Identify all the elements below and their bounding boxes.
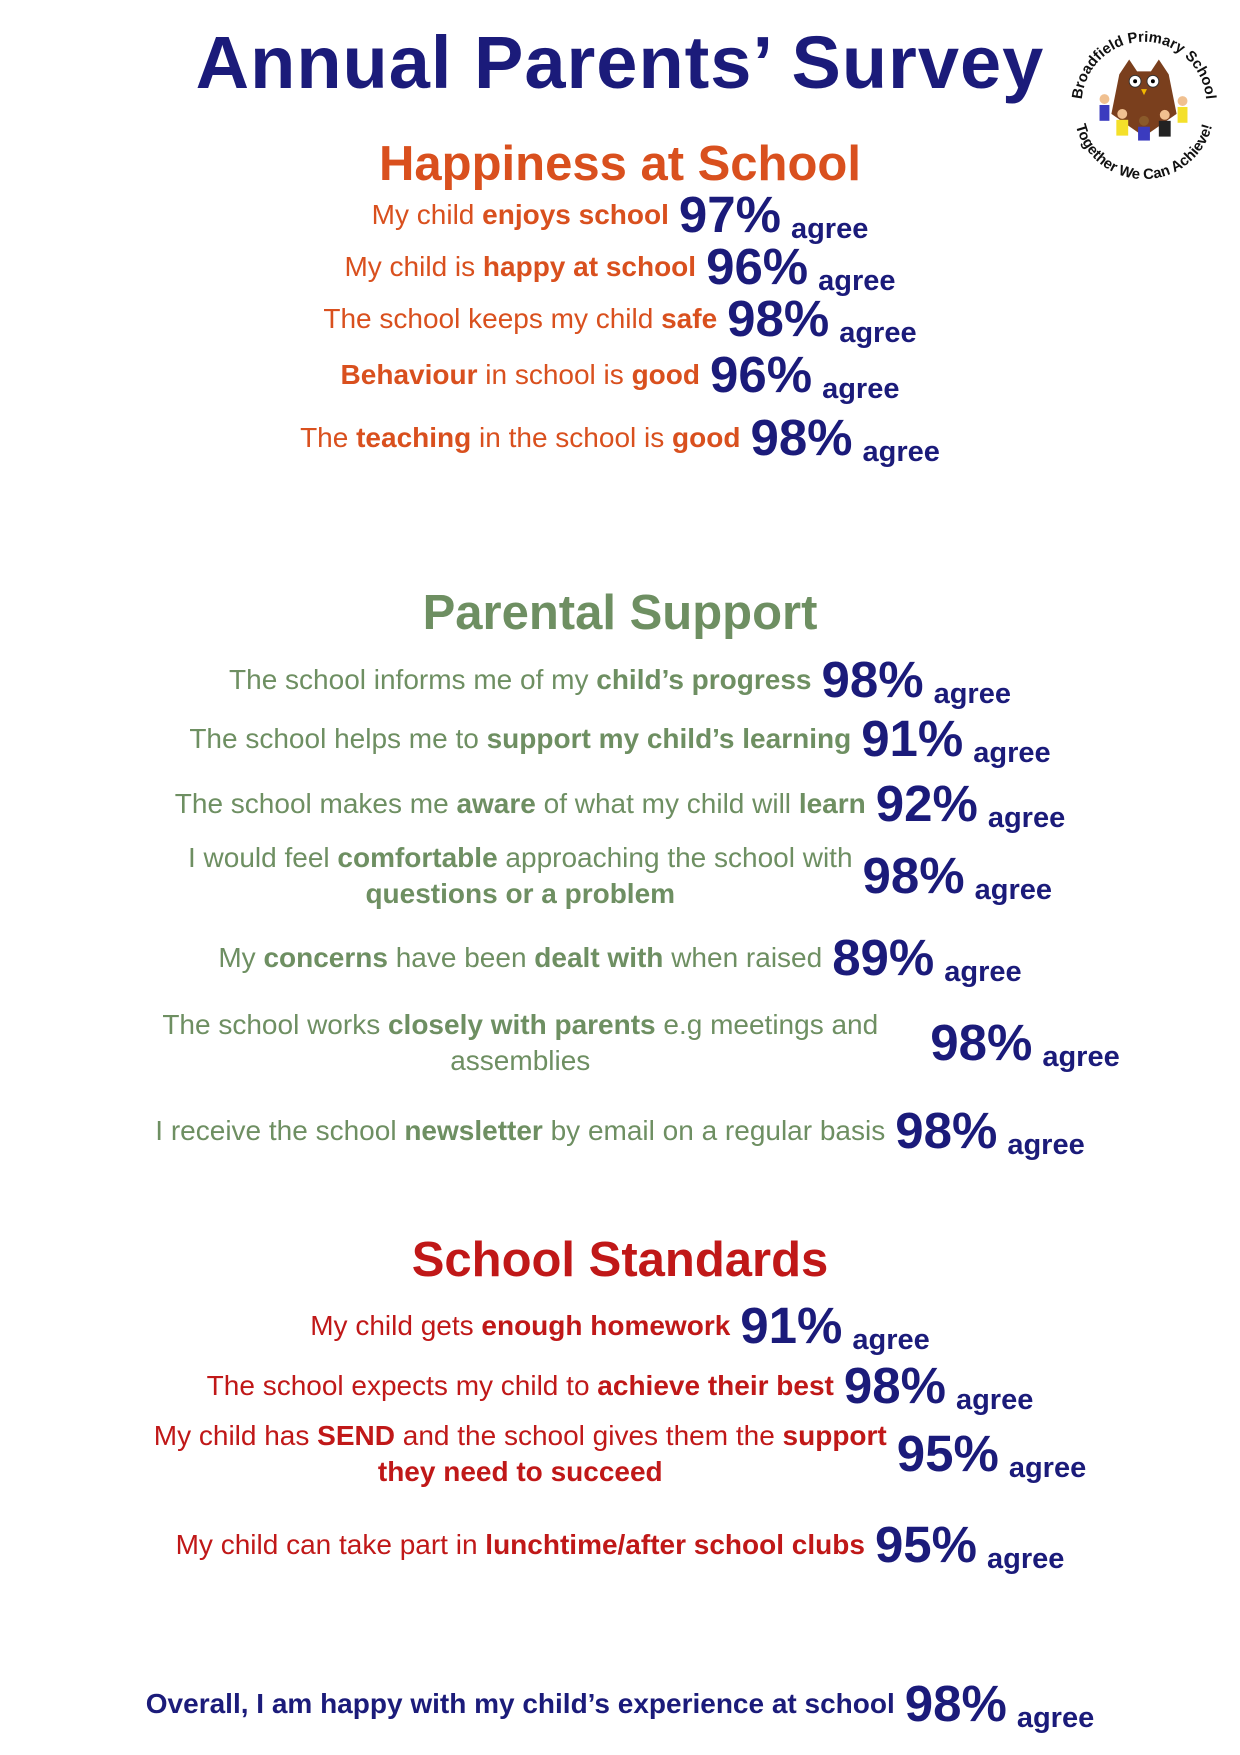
page-title: Annual Parents’ Survey — [195, 21, 1045, 104]
survey-item — [0, 929, 1240, 988]
agree-label: agree — [944, 956, 1022, 988]
statement-text: My child enjoys school — [371, 199, 669, 230]
agree-label: agree — [987, 1543, 1065, 1575]
section-heading-happiness: Happiness at School — [379, 137, 861, 191]
percentage-value: 98% — [904, 1675, 1007, 1732]
percentage-value: 98% — [862, 847, 965, 904]
percentage-value: 95% — [896, 1425, 999, 1482]
survey-item — [0, 840, 1240, 912]
percentage-value: 89% — [832, 929, 935, 986]
survey-item — [0, 1007, 1240, 1079]
statement-text: The school helps me to support my child’s learning — [189, 723, 852, 754]
statement-text: My concerns have been dealt with when raised — [218, 942, 823, 973]
agree-label: agree — [818, 265, 896, 297]
percentage-value: 97% — [678, 186, 781, 243]
statement-text: My child can take part in lunchtime/after school clubs — [175, 1529, 865, 1560]
statement-text: The school expects my child to achieve their best — [206, 1370, 834, 1401]
statement-text: The school makes me aware of what my child will learn — [174, 788, 866, 819]
statement-text: My child is happy at school — [344, 251, 697, 282]
percentage-value: 98% — [821, 651, 924, 708]
statement-text: My child gets enough homework — [310, 1310, 731, 1341]
survey-item — [0, 775, 1240, 834]
percentage-value: 96% — [706, 238, 809, 295]
agree-label: agree — [1008, 1452, 1087, 1484]
agree-label: agree — [955, 1384, 1034, 1416]
survey-item — [0, 1357, 1240, 1416]
survey-item — [0, 651, 1240, 710]
agree-label: agree — [1007, 1129, 1085, 1161]
percentage-value: 91% — [740, 1297, 843, 1354]
survey-item — [0, 186, 1240, 245]
percentage-value: 96% — [709, 346, 813, 403]
section-heading-standards: School Standards — [411, 1233, 829, 1287]
statement-text: The teaching in the school is good — [300, 422, 741, 453]
section-heading-parental: Parental Support — [422, 586, 818, 640]
percentage-value: 98% — [895, 1102, 998, 1159]
agree-label: agree — [1042, 1041, 1120, 1073]
percentage-value: 95% — [874, 1516, 978, 1573]
survey-item — [0, 1102, 1240, 1161]
percentage-value: 92% — [875, 775, 978, 832]
statement-text: The school informs me of my child’s progress — [229, 664, 812, 695]
survey-item — [0, 409, 1240, 468]
statement-text: The school works closely with parents e.g meetings and assemblies — [162, 1009, 879, 1076]
logo-bottom-text: Together We Can Achieve! — [1071, 122, 1217, 184]
statement-text: I would feel comfortable approaching the school with questions or a problem — [187, 842, 853, 909]
percentage-value: 98% — [750, 409, 853, 466]
agree-label: agree — [790, 213, 869, 245]
logo-top-text: Broadfield Primary School — [1069, 29, 1219, 101]
agree-label: agree — [839, 317, 917, 349]
statement-text: Behaviour in school is good — [340, 359, 700, 390]
agree-label: agree — [973, 737, 1051, 769]
agree-label: agree — [974, 874, 1053, 906]
agree-label: agree — [822, 373, 900, 405]
survey-item — [0, 346, 1240, 405]
statement-text: The school keeps my child safe — [323, 303, 718, 334]
percentage-value: 98% — [930, 1014, 1033, 1071]
percentage-value: 98% — [727, 290, 830, 347]
survey-item — [0, 1418, 1240, 1490]
percentage-value: 98% — [843, 1357, 946, 1414]
statement-text: I receive the school newsletter by email on a regular basis — [155, 1115, 886, 1146]
survey-item — [0, 238, 1240, 297]
percentage-value: 91% — [861, 710, 964, 767]
survey-item — [0, 710, 1240, 769]
survey-item — [0, 290, 1240, 349]
survey-item — [0, 1297, 1240, 1356]
overall-item — [0, 1675, 1240, 1734]
survey-item — [0, 1516, 1240, 1575]
overall-statement-text: Overall, I am happy with my child’s experience at school — [145, 1688, 895, 1719]
agree-label: agree — [987, 802, 1066, 834]
agree-label: agree — [1016, 1702, 1095, 1734]
statement-text: My child has SEND and the school gives them the support they need to succeed — [153, 1420, 887, 1487]
agree-label: agree — [852, 1324, 930, 1356]
agree-label: agree — [933, 678, 1011, 710]
agree-label: agree — [862, 436, 940, 468]
